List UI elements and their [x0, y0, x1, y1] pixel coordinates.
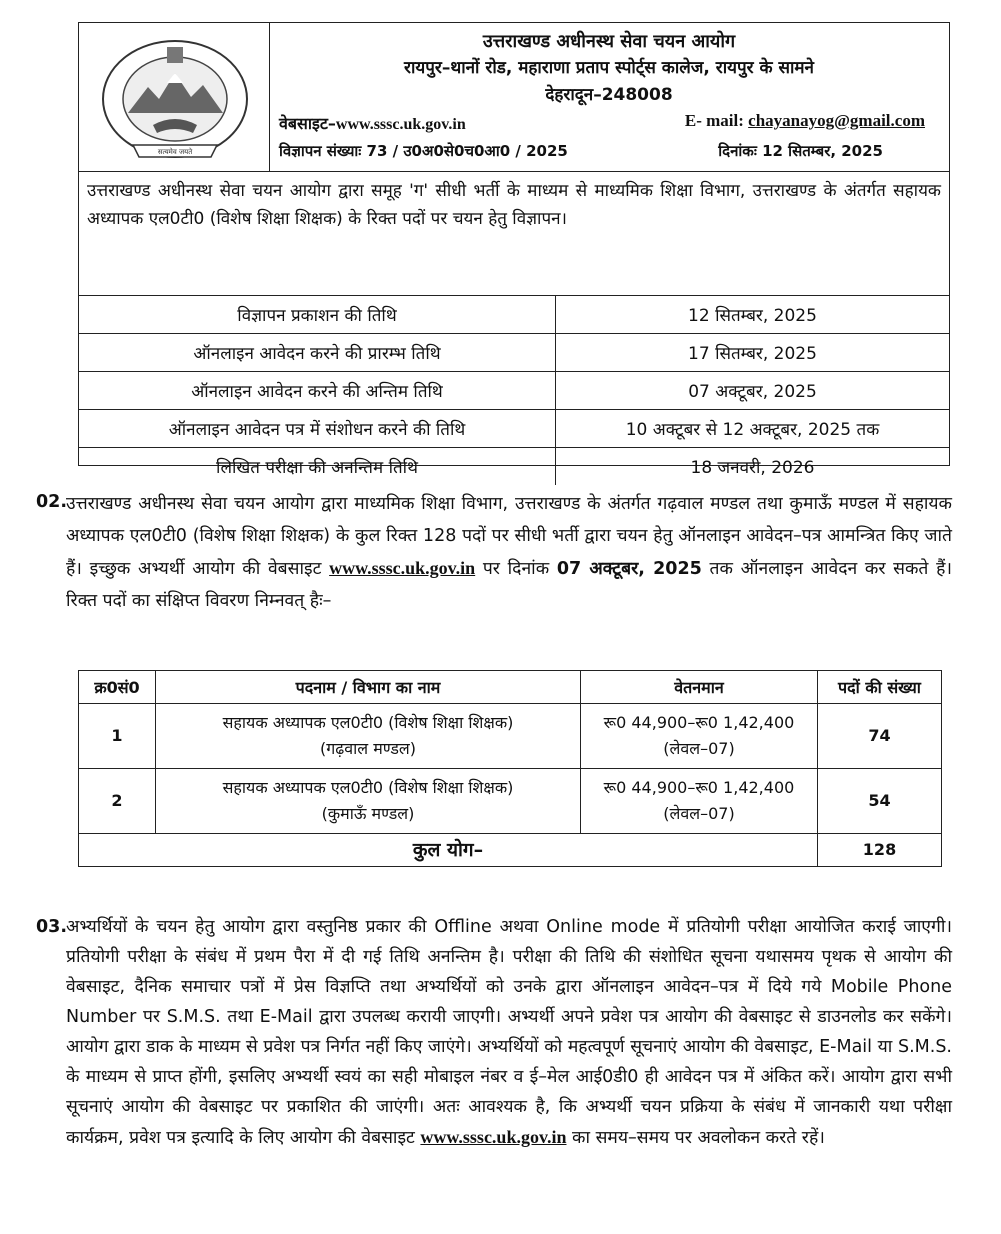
- schedule-value: 18 जनवरी, 2026: [556, 448, 950, 486]
- website-link[interactable]: www.sssc.uk.gov.in: [420, 1127, 567, 1147]
- advertisement-date: दिनांकः 12 सितम्बर, 2025: [718, 142, 883, 160]
- intro-text: उत्तराखण्ड अधीनस्थ सेवा चयन आयोग द्वारा समूह 'ग' सीधी भर्ती के माध्यम से माध्यमिक शिक्षा विभाग, उत्तराखण्ड के अंतर्गत सहायक अध्यापक एल0टी0 (विशेष शिक्षा शिक्षक) के रिक्त पदों पर चयन हेतु विज्ञापन।: [87, 181, 941, 229]
- schedule-value: 12 सितम्बर, 2025: [556, 296, 950, 334]
- org-city: देहरादून–248008: [545, 85, 673, 105]
- table-row: [79, 296, 949, 334]
- header-box: [78, 22, 950, 478]
- table-header-row: [79, 671, 942, 704]
- post-division: (गढ़वाल मण्डल): [319, 739, 417, 758]
- total-count: 128: [818, 834, 942, 867]
- schedule-label: विज्ञापन प्रकाशन की तिथि: [79, 296, 556, 334]
- table-row: [79, 372, 949, 410]
- schedule-label: ऑनलाइन आवेदन करने की अन्तिम तिथि: [79, 372, 556, 410]
- para-03-text-b: का समय–समय पर अवलोकन करते रहें।: [566, 1128, 825, 1148]
- table-row: [79, 448, 949, 486]
- website-label: वेबसाइट–: [279, 114, 336, 133]
- table-row: [79, 334, 949, 372]
- org-name: उत्तराखण्ड अधीनस्थ सेवा चयन आयोग: [482, 31, 736, 52]
- website-link[interactable]: www.sssc.uk.gov.in: [329, 558, 476, 578]
- email-label: E- mail:: [684, 111, 749, 130]
- column-header: पदनाम / विभाग का नाम: [156, 671, 581, 704]
- serial-number: 2: [79, 769, 156, 834]
- total-label: कुल योग–: [79, 834, 818, 867]
- post-name: [156, 769, 581, 834]
- post-title: सहायक अध्यापक एल0टी0 (विशेष शिक्षा शिक्षक): [222, 713, 514, 732]
- pay-range: रू0 44,900–रू0 1,42,400: [603, 713, 795, 732]
- table-row: [79, 704, 942, 769]
- website-line: [279, 112, 466, 134]
- column-header: क्र0सं0: [79, 671, 156, 704]
- para-03-text-a: अभ्यर्थियों के चयन हेतु आयोग द्वारा वस्तुनिष्ठ प्रकार की Offline अथवा Online mode में प्रतियोगी परीक्षा आयोजित कराई जाएगी। प्रतियोगी परीक्षा के संबंध में प्रथम पैरा में दी गई तिथि अनन्तिम है। परीक्षा की तिथि की संशोधित सूचना यथासमय पृथक से आयोग की वेबसाइट, दैनिक समाचार पत्रों में प्रेस विज्ञप्ति तथा अभ्यर्थियों को उनके द्वारा ऑनलाइन आवेदन–पत्र में दिये गये Mobile Phone Number पर S.M.S. तथा E-Mail द्वारा उपलब्ध करायी जाएगी। अभ्यर्थी अपने प्रवेश पत्र आयोग की वेबसाइट से डाउनलोड कर सकेंगे। आयोग द्वारा डाक के माध्यम से प्रवेश पत्र निर्गत नहीं किए जाएंगे। अभ्यर्थियों को महत्वपूर्ण सूचनाएं आयोग की वेबसाइट, E-Mail या S.M.S. के माध्यम से प्राप्त होंगी, इसलिए अभ्यर्थी स्वयं का सही मोबाइल नंबर व ई–मेल आई0डी0 ही आवेदन पत्र में अंकित करें। आयोग द्वारा सभी सूचनाएं आयोग की वेबसाइट पर प्रकाशित की जाएंगी। अतः आवश्यक है, कि अभ्यर्थी चयन प्रक्रिया के संबंध में जानकारी यथा परीक्षा कार्यक्रम, प्रवेश पत्र इत्यादि के लिए आयोग की वेबसाइट: [66, 917, 952, 1148]
- post-division: (कुमाऊँ मण्डल): [321, 804, 415, 823]
- table-row: [79, 769, 942, 834]
- pay-range: रू0 44,900–रू0 1,42,400: [603, 778, 795, 797]
- para-03-text: [66, 912, 952, 1153]
- para-02-number: 02.: [36, 492, 68, 512]
- pay-scale: [581, 769, 818, 834]
- para-03-number: 03.: [36, 917, 68, 937]
- post-name: [156, 704, 581, 769]
- para-02-text-b: पर दिनांक: [475, 559, 557, 579]
- schedule-value: 17 सितम्बर, 2025: [556, 334, 950, 372]
- schedule-table: [79, 295, 949, 485]
- pay-level: (लेवल–07): [663, 739, 735, 758]
- para-02-text: [66, 488, 952, 617]
- schedule-value: 07 अक्टूबर, 2025: [556, 372, 950, 410]
- column-header: वेतनमान: [581, 671, 818, 704]
- application-deadline: 07 अक्टूबर, 2025: [556, 559, 702, 579]
- post-count: 54: [818, 769, 942, 834]
- para-02-text-a: उत्तराखण्ड अधीनस्थ सेवा चयन आयोग द्वारा माध्यमिक शिक्षा विभाग, उत्तराखण्ड के अंतर्गत गढ़वाल मण्डल तथा कुमाऊँ मण्डल में सहायक अध्यापक एल0टी0 (विशेष शिक्षा शिक्षक) के कुल रिक्त 128 पदों पर सीधी भर्ती द्वारा चयन हेतु ऑनलाइन आवेदन–पत्र आमन्त्रित किए जाते हैं। इच्छुक अभ्यर्थी आयोग की वेबसाइट: [66, 494, 952, 579]
- post-title: सहायक अध्यापक एल0टी0 (विशेष शिक्षा शिक्षक): [222, 778, 514, 797]
- serial-number: 1: [79, 704, 156, 769]
- org-block: [269, 23, 949, 171]
- pay-scale: [581, 704, 818, 769]
- schedule-value: 10 अक्टूबर से 12 अक्टूबर, 2025 तक: [556, 410, 950, 448]
- para-02-text-c: तक ऑनलाइन आवेदन कर सकते हैं। रिक्त पदों का संक्षिप्त विवरण निम्नवत् हैः–: [66, 559, 952, 611]
- total-row: [79, 834, 942, 867]
- org-address: रायपुर–थानों रोड, महाराणा प्रताप स्पोर्ट्स कालेज, रायपुर के सामने: [404, 58, 814, 78]
- post-count: 74: [818, 704, 942, 769]
- email-link[interactable]: chayanayog@gmail.com: [748, 111, 925, 130]
- pay-level: (लेवल–07): [663, 804, 735, 823]
- schedule-label: ऑनलाइन आवेदन पत्र में संशोधन करने की तिथि: [79, 410, 556, 448]
- logo-cell: [79, 23, 270, 171]
- logo-motto: सत्यमेव जयते: [157, 148, 193, 156]
- column-header: पदों की संख्या: [818, 671, 942, 704]
- schedule-label: ऑनलाइन आवेदन करने की प्रारम्भ तिथि: [79, 334, 556, 372]
- email-line: [685, 111, 925, 131]
- letterhead: [79, 23, 949, 172]
- advertisement-number: विज्ञापन संख्याः 73 / उ0अ0से0च0आ0 / 2025: [279, 142, 568, 160]
- commission-logo-icon: [93, 29, 257, 165]
- website-link[interactable]: www.sssc.uk.gov.in: [335, 116, 466, 133]
- schedule-label: लिखित परीक्षा की अनन्तिम तिथि: [79, 448, 556, 486]
- posts-table: [78, 670, 942, 867]
- table-row: [79, 410, 949, 448]
